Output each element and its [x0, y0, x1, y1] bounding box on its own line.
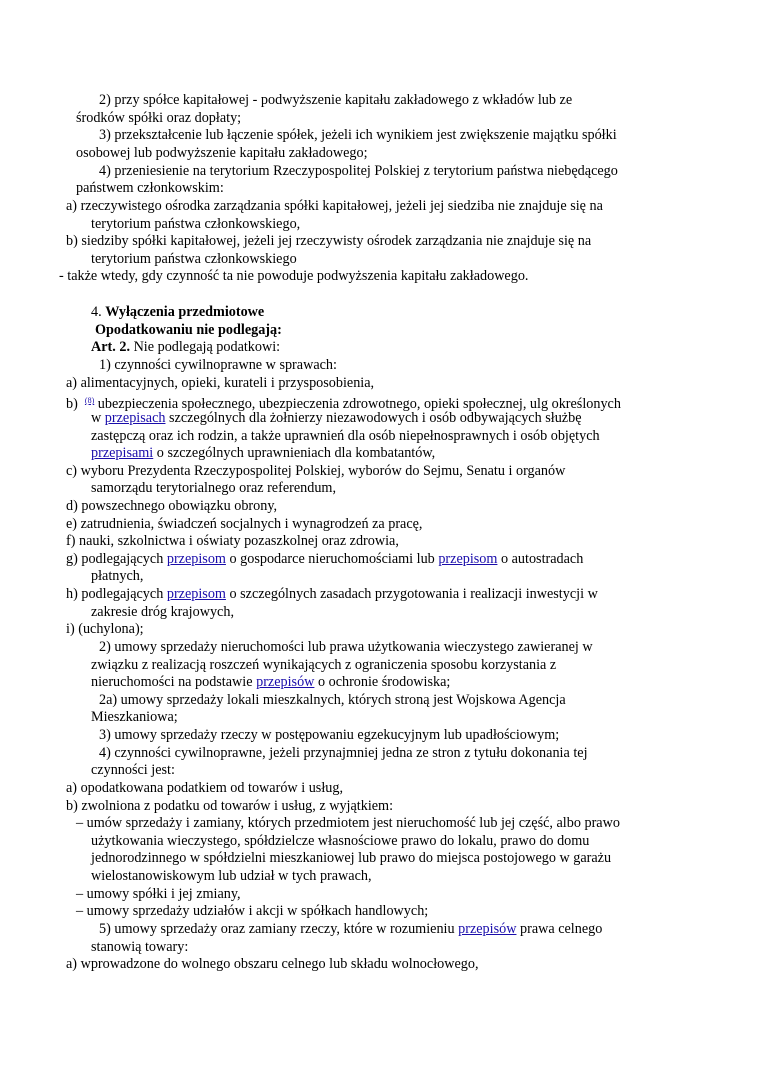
text-line: 2) przy spółce kapitałowej - podwyższenie kapitału zakładowego z wkładów lub ze: [99, 92, 573, 108]
section-number: 4.: [91, 304, 102, 320]
text-line: g) podlegających przepisom o gospodarce nieruchomościami lub przepisom o autostradach: [66, 551, 584, 567]
text-line: 2) umowy sprzedaży nieruchomości lub prawa użytkowania wieczystego zawieranej w: [99, 639, 593, 655]
section-subtitle: Opodatkowaniu nie podlegają:: [95, 322, 282, 338]
footnote-ref-link[interactable]: (8): [84, 396, 95, 405]
przepisom-link[interactable]: przepisom: [438, 551, 498, 567]
przepisom-link[interactable]: przepisom: [166, 586, 226, 602]
przepisow-link[interactable]: przepisów: [458, 921, 517, 937]
text-line: f) nauki, szkolnictwa i oświaty pozaszkolnej oraz zdrowia,: [66, 533, 399, 549]
text-line: stanowią towary:: [91, 939, 189, 955]
text-line: zakresie dróg krajowych,: [91, 604, 234, 620]
text-line: a) opodatkowana podatkiem od towarów i usług,: [66, 780, 343, 796]
przepisom-link[interactable]: przepisom: [166, 551, 226, 567]
text-line: a) rzeczywistego ośrodka zarządzania spółki kapitałowej, jeżeli jej siedziba nie znajduje się na: [66, 198, 603, 214]
text-line: – umowy spółki i jej zmiany,: [76, 886, 241, 902]
section-heading: [91, 304, 264, 322]
text-line: – umów sprzedaży i zamiany, których przedmiotem jest nieruchomość lub jej część, albo prawo: [76, 815, 620, 831]
text-line: terytorium państwa członkowskiego,: [91, 216, 301, 232]
text-line: nieruchomości na podstawie przepisów o ochronie środowiska;: [91, 674, 451, 690]
text-line: – umowy sprzedaży udziałów i akcji w spółkach handlowych;: [76, 903, 429, 919]
text-line: użytkowania wieczystego, spółdzielcze własnościowe prawo do lokalu, prawo do domu: [91, 833, 590, 849]
text-line: b) $^{(8)}$ ubezpieczenia społecznego, ubezpieczenia zdrowotnego, opieki społecznej, ulg określonych: [66, 396, 621, 412]
text-line: 1) czynności cywilnoprawne w sprawach:: [99, 357, 337, 373]
text-line: osobowej lub podwyższenie kapitału zakładowego;: [76, 145, 368, 161]
text-line: jednorodzinnego w spółdzielni mieszkaniowej lub prawo do miejsca postojowego w garażu: [91, 850, 612, 866]
text-line: środków spółki oraz dopłaty;: [76, 110, 242, 126]
text-line: 3) przekształcenie lub łączenie spółek, jeżeli ich wynikiem jest zwiększenie majątku spółki: [99, 127, 617, 143]
text-line: c) wyboru Prezydenta Rzeczypospolitej Polskiej, wyborów do Sejmu, Senatu i organów: [66, 463, 566, 479]
text-line: b) siedziby spółki kapitałowej, jeżeli jej rzeczywisty ośrodek zarządzania nie znajduje się na: [66, 233, 592, 249]
text-line: 5) umowy sprzedaży oraz zamiany rzeczy, które w rozumieniu przepisów prawa celnego: [99, 921, 603, 937]
text-line: e) zatrudnienia, świadczeń socjalnych i wynagrodzeń za pracę,: [66, 516, 423, 532]
text-line: państwem członkowskim:: [76, 180, 224, 196]
text-line: płatnych,: [91, 568, 144, 584]
article-label: Art. 2.: [91, 339, 131, 355]
text-line: - także wtedy, gdy czynność ta nie powoduje podwyższenia kapitału zakładowego.: [59, 268, 529, 284]
text-line: zastępczą oraz ich rodzin, a także uprawnień dla osób niepełnosprawnych i osób objętych: [91, 428, 600, 444]
text-line: b) zwolniona z podatku od towarów i usług, z wyjątkiem:: [66, 798, 394, 814]
text-line: wielostanowiskowym lub udział w tych prawach,: [91, 868, 372, 884]
text-line: samorządu terytorialnego oraz referendum,: [91, 480, 337, 496]
text-line: d) powszechnego obowiązku obrony,: [66, 498, 278, 514]
article-line: [91, 339, 280, 357]
text-line: w przepisach szczególnych dla żołnierzy niezawodowych i osób odbywających służbę: [91, 410, 582, 426]
text-line: 2a) umowy sprzedaży lokali mieszkalnych, których stroną jest Wojskowa Agencja: [99, 692, 566, 708]
text-line: czynności jest:: [91, 762, 175, 778]
text-line: przepisami o szczególnych uprawnieniach dla kombatantów,: [91, 445, 436, 461]
text-line: związku z realizacją roszczeń wynikających z ograniczenia sposobu korzystania z: [91, 657, 557, 673]
section-title: Wyłączenia przedmiotowe: [105, 304, 265, 320]
przepisach-link[interactable]: przepisach: [104, 410, 166, 426]
text-line: h) podlegających przepisom o szczególnych zasadach przygotowania i realizacji inwestycji w: [66, 586, 598, 602]
text-line: a) wprowadzone do wolnego obszaru celnego lub składu wolnocłowego,: [66, 956, 479, 972]
article-text: Nie podlegają podatkowi:: [133, 339, 281, 355]
text-line: terytorium państwa członkowskiego: [91, 251, 297, 267]
text-line: 4) czynności cywilnoprawne, jeżeli przynajmniej jedna ze stron z tytułu dokonania tej: [99, 745, 588, 761]
text-line: 3) umowy sprzedaży rzeczy w postępowaniu egzekucyjnym lub upadłościowym;: [99, 727, 560, 743]
text-line: Mieszkaniowa;: [91, 709, 178, 725]
text-line: i) (uchylona);: [66, 621, 144, 637]
przepisami-link[interactable]: przepisami: [91, 445, 154, 461]
text-line: a) alimentacyjnych, opieki, kurateli i przysposobienia,: [66, 375, 375, 391]
przepisow-link[interactable]: przepisów: [256, 674, 315, 690]
text-line: 4) przeniesienie na terytorium Rzeczypospolitej Polskiej z terytorium państwa niebędącego: [99, 163, 618, 179]
